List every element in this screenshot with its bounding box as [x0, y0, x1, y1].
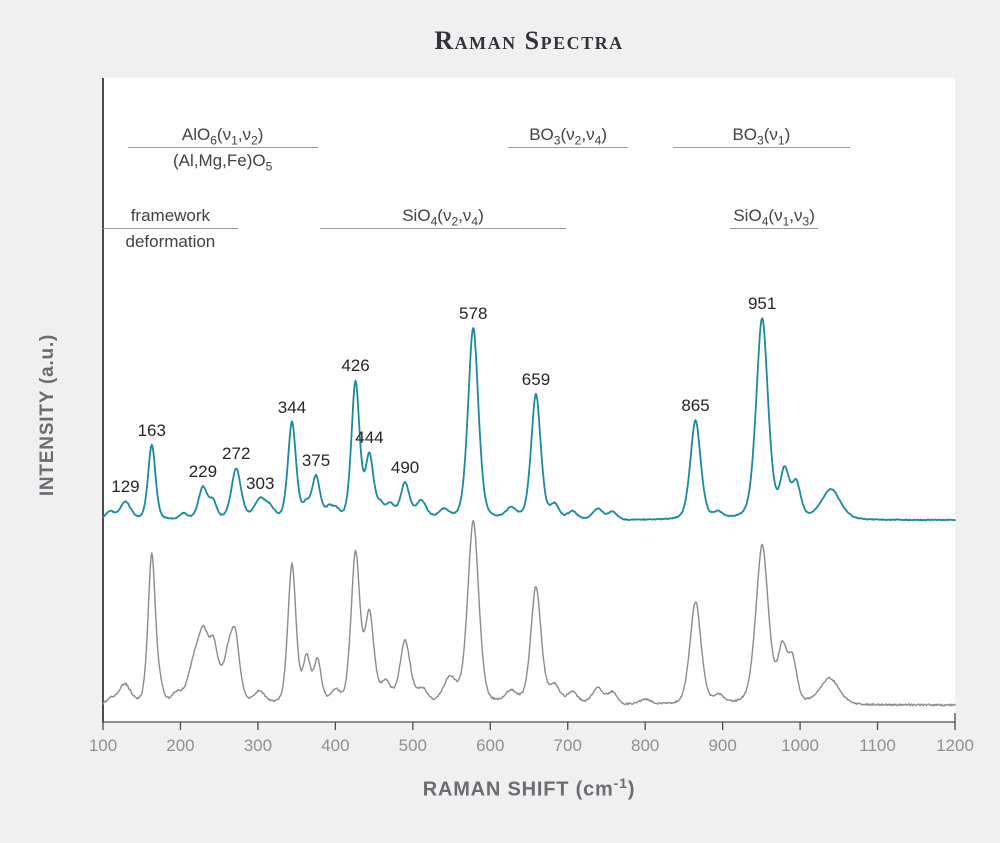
subscript: 4 [471, 214, 479, 229]
x-tick-label: 600 [476, 736, 505, 755]
x-tick-label: 300 [243, 736, 273, 755]
chart-title: Raman Spectra [434, 26, 624, 55]
subscript: 1 [777, 133, 785, 148]
x-tick-label: 900 [708, 736, 737, 755]
subscript: 6 [210, 133, 217, 148]
x-tick-label: 500 [398, 736, 427, 755]
x-tick-label: 800 [630, 736, 660, 755]
peak-label: 344 [277, 397, 307, 417]
band-label: framework [130, 206, 211, 225]
band-annotation [730, 204, 818, 229]
peak-label: 163 [137, 420, 166, 440]
peak-label: 375 [301, 451, 331, 471]
peak-label: 303 [246, 473, 275, 493]
band-annotation [128, 123, 318, 173]
x-tick-label: 200 [166, 736, 195, 755]
band-annotation [508, 123, 628, 148]
subscript: 4 [430, 214, 438, 229]
subscript: 3 [802, 214, 810, 229]
band-label: $AlO_6(\nu_1,\nu_2)$ [181, 125, 264, 148]
x-tick-label: 400 [321, 736, 350, 755]
band-label: $BO_3(\nu_1)$ [732, 125, 791, 148]
x-tick-label: 1200 [936, 736, 974, 755]
peak-label: 578 [459, 303, 488, 323]
band-label: $SiO_4(\nu_2,\nu_4)$ [402, 206, 484, 229]
x-tick-label: 100 [88, 736, 118, 755]
spectrum-trace-gray [103, 521, 955, 706]
subscript: 1 [782, 214, 790, 229]
peak-label: 426 [341, 356, 370, 376]
axes [102, 78, 955, 730]
band-range-line [320, 228, 566, 229]
x-tick-label: 1000 [781, 736, 819, 755]
peak-label: 129 [111, 477, 140, 497]
band-range-line [128, 147, 318, 148]
peak-label: 229 [188, 462, 218, 482]
peak-label: 490 [390, 457, 420, 477]
band-range-line [508, 147, 628, 148]
peak-label: 951 [747, 293, 777, 313]
subscript: 1 [231, 133, 238, 148]
band-annotation [103, 204, 238, 254]
band-label-below: deformation [125, 232, 216, 251]
peak-label: 272 [222, 444, 251, 464]
subscript: 4 [594, 133, 602, 148]
band-annotation [320, 204, 566, 229]
y-axis-title: INTENSITY (a.u.) [37, 333, 58, 497]
x-tick-label: 1100 [859, 736, 896, 755]
band-range-line [103, 228, 238, 229]
band-label: $BO_3(\nu_2,\nu_4)$ [529, 125, 607, 148]
peak-label: 444 [355, 428, 384, 448]
band-label: $SiO_4(\nu_1,\nu_3)$ [733, 206, 815, 229]
band-label-below: $(Al,Mg,Fe)O_5$ [173, 151, 273, 174]
superscript: -1 [613, 776, 628, 792]
subscript: 2 [251, 133, 258, 148]
subscript: 2 [574, 133, 582, 148]
subscript: 3 [757, 133, 764, 148]
peak-label: 659 [521, 369, 551, 389]
band-annotation [673, 123, 850, 148]
subscript: 5 [265, 159, 273, 174]
subscript: 3 [553, 133, 561, 148]
x-tick-label: 700 [553, 736, 582, 755]
subscript: 2 [451, 214, 459, 229]
peak-label: 865 [681, 396, 710, 416]
x-axis-title: RAMAN SHIFT $(cm^{-1})$ [422, 776, 636, 801]
subscript: 4 [761, 214, 769, 229]
